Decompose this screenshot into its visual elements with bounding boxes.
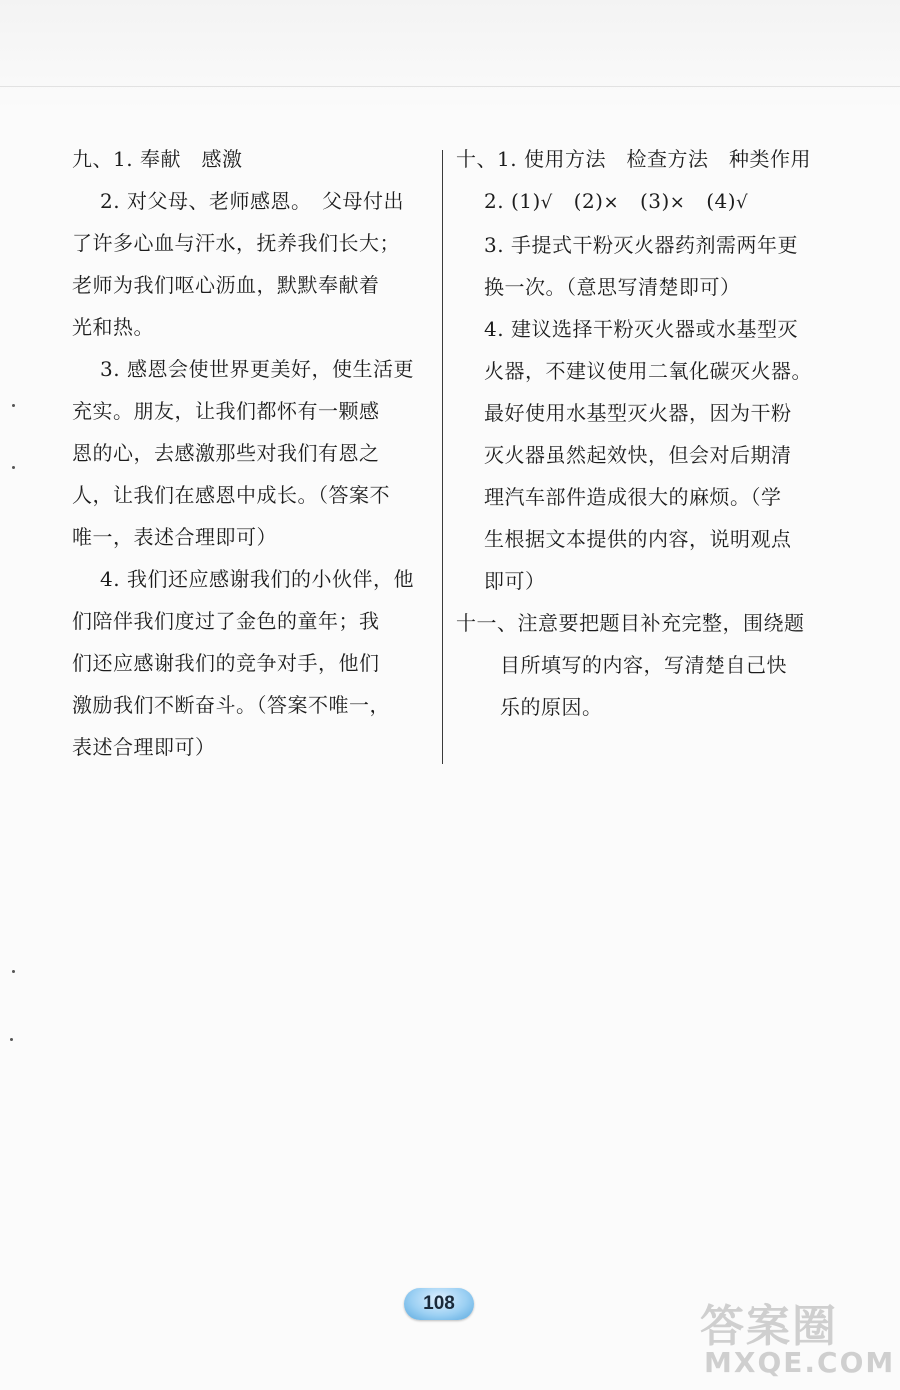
q9-2-line-3: 老师为我们呕心沥血，默默奉献着 [72,273,380,297]
cross-mark-icon: × [603,192,620,213]
q10-2-answers [456,180,828,224]
q10-4-line-1: 4. 建议选择干粉灭火器或水基型灭 [484,317,798,341]
page-number-badge: 108 [404,1288,474,1320]
scan-speck [12,970,15,973]
q10-4-line-4: 灭火器虽然起效快，但会对后期清 [484,443,792,467]
check-mark-icon: √ [736,192,749,213]
watermark-cn: 答案圈 [700,1301,838,1352]
q9-2-line-4: 光和热。 [72,315,154,339]
right-column [456,138,828,728]
q10-2-item-3-num: (3) [639,189,670,213]
q9-4-line-4: 激励我们不断奋斗。（答案不唯一， [72,693,390,717]
q9-2-line-2: 了许多心血与汗水，抚养我们长大； [72,231,400,255]
q10-4-line-6: 生根据文本提供的内容，说明观点 [484,527,792,551]
q10-3-line-1: 3. 手提式干粉灭火器药剂需两年更 [484,233,798,257]
page-top-shadow [0,0,900,110]
column-divider [442,150,443,764]
q9-heading: 九、1. 奉献 感激 [72,147,243,171]
q9-4-line-2: 们陪伴我们度过了金色的童年；我 [72,609,380,633]
q10-2-item-1-num: (1) [510,189,541,213]
q11-line-1: 十一、注意要把题目补充完整，围绕题 [456,611,805,635]
q9-3-line-4: 人，让我们在感恩中成长。（答案不 [72,483,390,507]
q9-3-line-3: 恩的心，去感激那些对我们有恩之 [72,441,380,465]
left-column [72,138,438,768]
q9-4-line-5: 表述合理即可） [72,735,216,759]
q9-4-line-3: 们还应感谢我们的竞争对手，他们 [72,651,380,675]
q9-2-line-1: 2. 对父母、老师感恩。 父母付出 [100,189,404,213]
scan-speck [12,466,15,469]
q11-line-3: 乐的原因。 [500,695,603,719]
q10-4-line-2: 火器，不建议使用二氧化碳灭火器。 [484,359,812,383]
q9-4-line-1: 4. 我们还应感谢我们的小伙伴，他 [100,567,414,591]
q10-4-line-7: 即可） [484,569,546,593]
q9-3-line-2: 充实。朋友，让我们都怀有一颗感 [72,399,380,423]
check-mark-icon: √ [540,192,553,213]
page-top-rule [0,86,900,87]
q10-2-item-2-num: (2) [573,189,604,213]
q10-2-prefix: 2. [484,189,505,213]
q10-4-line-3: 最好使用水基型灭火器，因为干粉 [484,401,792,425]
q9-3-line-5: 唯一，表述合理即可） [72,525,277,549]
q10-3-line-2: 换一次。（意思写清楚即可） [484,275,741,299]
q10-2-item-4-num: (4) [706,189,737,213]
watermark-en: MXQE.COM [704,1346,896,1379]
q10-heading: 十、1. 使用方法 检查方法 种类作用 [456,147,811,171]
cross-mark-icon: × [669,192,686,213]
q9-3-line-1: 3. 感恩会使世界更美好，使生活更 [100,357,414,381]
scan-speck [10,1038,13,1041]
watermark-logo [700,1290,896,1382]
q10-4-line-5: 理汽车部件造成很大的麻烦。（学 [484,485,782,509]
scan-speck [12,404,15,407]
q11-line-2: 目所填写的内容，写清楚自己快 [500,653,787,677]
